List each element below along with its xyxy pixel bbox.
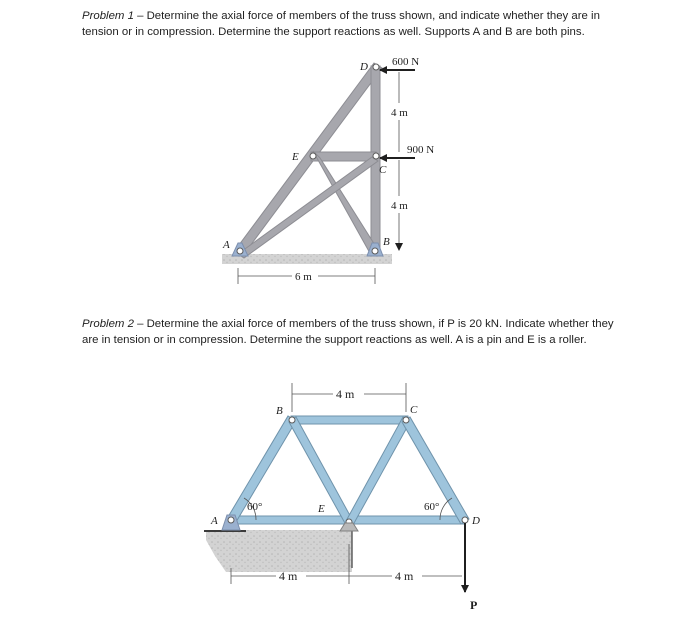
- joint-E-pin: [310, 153, 316, 159]
- joint-D-pin: [373, 64, 379, 70]
- member-BC: [291, 416, 408, 424]
- joint-label-C: C: [379, 164, 387, 176]
- member-EC: [346, 417, 410, 525]
- dim-upper-label: 4 m: [391, 107, 408, 119]
- dim-base-label: 6 m: [295, 271, 312, 283]
- joint-C-pin: [373, 153, 379, 159]
- joint-D-pin-2: [462, 517, 468, 523]
- member-AC: [238, 157, 378, 258]
- dim-bottom-right-label: 4 m: [395, 569, 414, 583]
- joint-label-A: A: [223, 239, 230, 251]
- problem-2-statement: [82, 316, 622, 348]
- angle-left-label: 60°: [247, 501, 263, 513]
- problem-1-text: – Determine the axial force of members of the truss shown, and indicate whether they are in tension or in compression. Determine the support reactions as well. Supports A and B are both pins.: [82, 10, 600, 38]
- problem-1-heading: Problem 1: [82, 10, 134, 22]
- dim-lower-label: 4 m: [391, 200, 408, 212]
- problem-2-heading: Problem 2: [82, 318, 134, 330]
- load-600-label: 600 N: [392, 56, 420, 68]
- joint-label-B-2: B: [276, 405, 283, 417]
- truss-figure-2: [204, 383, 480, 612]
- joint-label-D: D: [360, 61, 368, 73]
- dim-bottom-left-label: 4 m: [279, 569, 298, 583]
- joint-label-A-2: A: [211, 515, 218, 527]
- joint-label-E: E: [292, 151, 299, 163]
- load-P-label: P: [470, 598, 478, 612]
- joint-label-B: B: [383, 236, 390, 248]
- joint-label-D-2: D: [472, 515, 480, 527]
- joint-label-C-2: C: [410, 404, 418, 416]
- joint-label-E-2: E: [318, 503, 325, 515]
- angle-right-label: 60°: [424, 501, 440, 513]
- dim-top-label: 4 m: [336, 387, 355, 401]
- joint-C-pin-2: [403, 417, 409, 423]
- ground-block-2: [206, 530, 352, 572]
- load-900-label: 900 N: [407, 144, 435, 156]
- joint-B-pin-2: [289, 417, 295, 423]
- problem-2-text: – Determine the axial force of members of the truss shown, if P is 20 kN. Indicate whether they are in tension or in compression. Determine the support reactions as well. A is a pin and E is a roller.: [82, 318, 614, 346]
- truss-figure-1: [222, 56, 434, 284]
